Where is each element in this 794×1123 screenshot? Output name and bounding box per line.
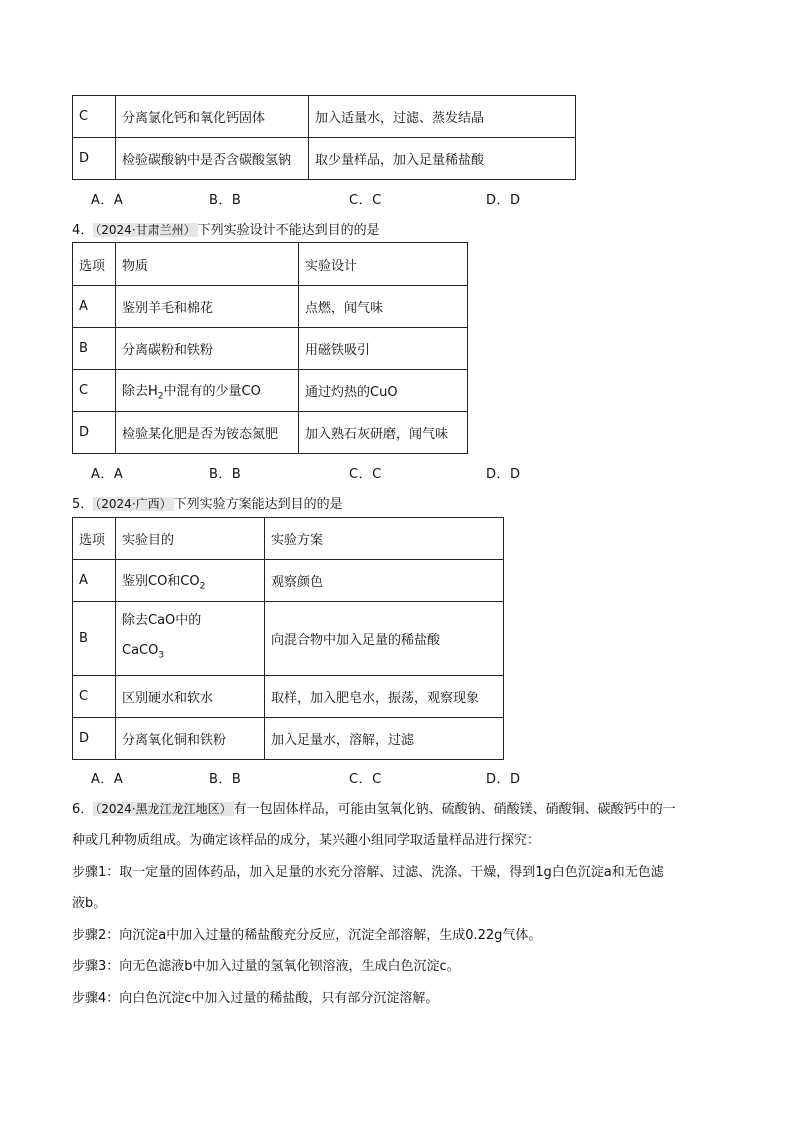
- question-5: [72, 493, 343, 512]
- table-q5: [72, 517, 504, 760]
- table-header-cell: 实验方案: [265, 518, 504, 560]
- table-cell: 鉴别羊毛和棉花: [116, 286, 299, 328]
- option-d: D．D: [486, 772, 521, 787]
- table-cell: 分离氯化钙和氧化钙固体: [116, 96, 309, 138]
- table-cell: B: [73, 602, 116, 676]
- option-a: A．A: [91, 772, 124, 787]
- table-cell: 检验碳酸钠中是否含碳酸氢钠: [116, 138, 309, 180]
- table-cell: 用磁铁吸引: [299, 328, 468, 370]
- table-cell: [116, 370, 299, 412]
- table-cell: D: [73, 412, 116, 454]
- table-cell: D: [73, 718, 116, 760]
- table-cell: C: [73, 676, 116, 718]
- step-3: 步骤3：向无色滤液b中加入过量的氢氧化钡溶液，生成白色沉淀c。: [72, 959, 460, 974]
- table-row: [73, 412, 468, 454]
- table-cell: 加入足量水，溶解，过滤: [265, 718, 504, 760]
- step-2: 步骤2：向沉淀a中加入过量的稀盐酸充分反应，沉淀全部溶解，生成0.22g气体。: [72, 928, 542, 943]
- table-header-cell: 实验设计: [299, 243, 468, 286]
- table-row: [73, 328, 468, 370]
- table-cell: [116, 560, 265, 602]
- table-cell: B: [73, 328, 116, 370]
- table-q4: [72, 242, 468, 454]
- question-6-line-2: 种或几种物质组成。为确定该样品的成分，某兴趣小组同学取适量样品进行探究：: [72, 833, 541, 848]
- question-source: （2024·甘肃兰州）: [95, 223, 196, 237]
- question-text: 下列实验设计不能达到目的的是: [197, 223, 380, 238]
- option-a: A．A: [91, 193, 124, 208]
- table-header-cell: 选项: [73, 243, 116, 286]
- subscript: 3: [158, 650, 165, 661]
- cell-text: 除去CaO中的: [122, 613, 202, 629]
- question-text: 下列实验方案能达到目的的是: [173, 497, 343, 512]
- question-6-line-1: [72, 798, 676, 817]
- table-row: [73, 718, 504, 760]
- table-header-row: [73, 518, 504, 560]
- table-cell: [116, 602, 265, 676]
- table-cell: 点燃，闻气味: [299, 286, 468, 328]
- question-number: 5．: [72, 497, 94, 512]
- table-cell: D: [73, 138, 116, 180]
- table-cell: 取样，加入肥皂水，振荡，观察现象: [265, 676, 504, 718]
- table-row: [73, 602, 504, 676]
- table-cell: 加入熟石灰研磨，闻气味: [299, 412, 468, 454]
- table-row: [73, 286, 468, 328]
- question-number: 6．: [72, 802, 94, 817]
- table-cell: A: [73, 286, 116, 328]
- question-4: [72, 219, 380, 238]
- table-cell: 向混合物中加入足量的稀盐酸: [265, 602, 504, 676]
- table-header-cell: 物质: [116, 243, 299, 286]
- option-b: B．B: [209, 193, 242, 208]
- cell-text: CaCO: [122, 643, 159, 659]
- step-4: 步骤4：向白色沉淀c中加入过量的稀盐酸，只有部分沉淀溶解。: [72, 991, 439, 1006]
- table-cell: 分离碳粉和铁粉: [116, 328, 299, 370]
- option-c: C．C: [349, 467, 382, 482]
- table-cell: 区别硬水和软水: [116, 676, 265, 718]
- cell-text: 除去H: [122, 383, 158, 399]
- cell-text: 中混有的少量CO: [163, 383, 261, 399]
- table-row: [73, 96, 576, 138]
- step-1-line-1: 步骤1：取一定量的固体药品，加入足量的水充分溶解、过滤、洗涤、干燥，得到1g白色沉淀a和无色滤: [72, 865, 664, 880]
- cell-text: 鉴别CO和CO: [122, 573, 200, 589]
- table-cell: 加入适量水，过滤、蒸发结晶: [309, 96, 576, 138]
- option-a: A．A: [91, 467, 124, 482]
- option-c: C．C: [349, 193, 382, 208]
- table-header-cell: 选项: [73, 518, 116, 560]
- table-cell: 检验某化肥是否为铵态氮肥: [116, 412, 299, 454]
- table-cell: C: [73, 370, 116, 412]
- question-number: 4．: [72, 223, 94, 238]
- table-q3-continuation: [72, 95, 576, 180]
- table-cell: 观察颜色: [265, 560, 504, 602]
- table-row: [73, 676, 504, 718]
- table-row: [73, 370, 468, 412]
- table-cell: 取少量样品，加入足量稀盐酸: [309, 138, 576, 180]
- table-row: [73, 138, 576, 180]
- option-b: B．B: [209, 772, 242, 787]
- question-source: （2024·广西）: [95, 497, 172, 511]
- subscript: 2: [157, 391, 164, 402]
- option-b: B．B: [209, 467, 242, 482]
- option-d: D．D: [486, 193, 521, 208]
- step-1-line-2: 液b。: [72, 896, 107, 911]
- subscript: 2: [199, 581, 206, 592]
- question-source: （2024·黑龙江龙江地区）: [95, 802, 232, 816]
- table-cell: C: [73, 96, 116, 138]
- option-c: C．C: [349, 772, 382, 787]
- question-text: 有一包固体样品，可能由氢氧化钠、硫酸钠、硝酸镁、硝酸铜、碳酸钙中的一: [233, 802, 676, 817]
- table-cell: 分离氧化铜和铁粉: [116, 718, 265, 760]
- table-header-cell: 实验目的: [116, 518, 265, 560]
- table-header-row: [73, 243, 468, 286]
- table-cell: 通过灼热的CuO: [299, 370, 468, 412]
- table-row: [73, 560, 504, 602]
- option-d: D．D: [486, 467, 521, 482]
- table-cell: A: [73, 560, 116, 602]
